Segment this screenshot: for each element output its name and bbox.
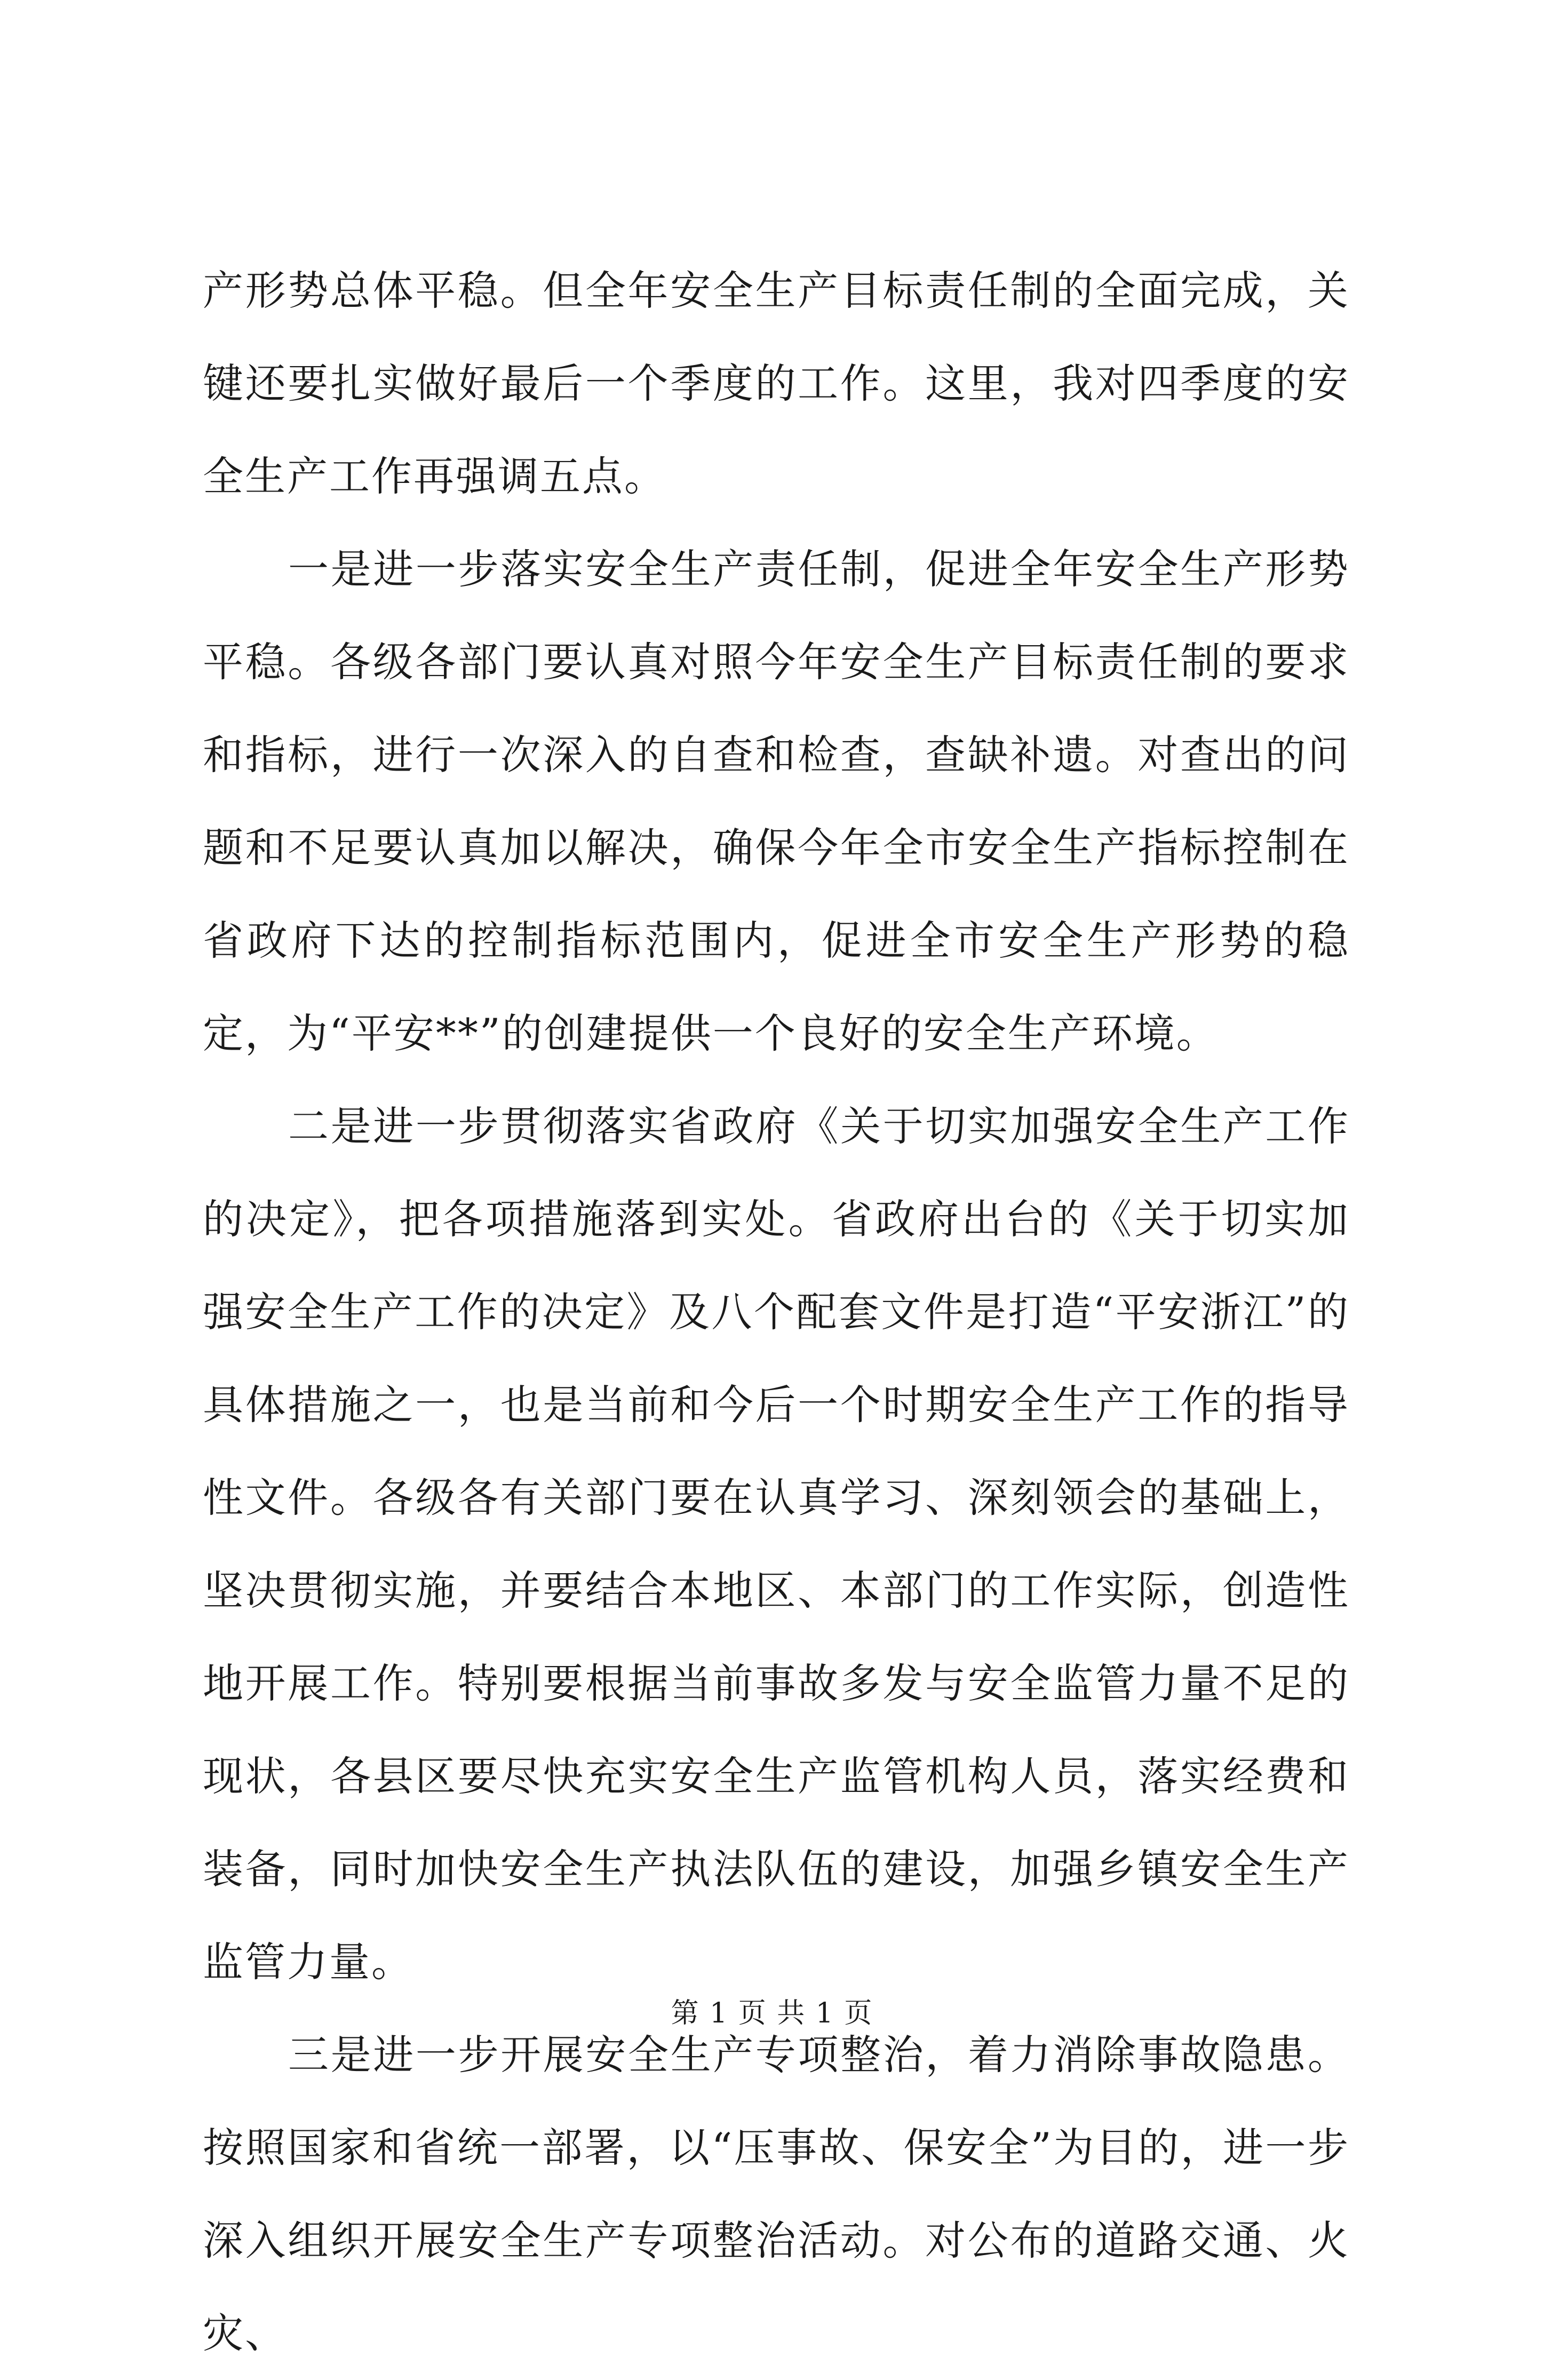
paragraph-point-two: 二是进一步贯彻落实省政府《关于切实加强安全生产工作的决定》，把各项措施落到实处。省政府出台的《关于切实加强安全生产工作的决定》及八个配套文件是打造“平安浙江”的具体措施之一，也是当前和今后一个时期安全生产工作的指导性文件。各级各有关部门要在认真学习、深刻领会的基础上，坚决贯彻实施，并要结合本地区、本部门的工作实际，创造性地开展工作。特别要根据当前事故多发与安全监管力量不足的现状，各县区要尽快充实安全生产监管机构人员，落实经费和装备，同时加快安全生产执法队伍的建设，加强乡镇安全生产监管力量。 — [203, 1102, 1350, 1986]
page-footer: 第 1 页 共 1 页 — [671, 1997, 873, 2029]
paragraph-point-three: 三是进一步开展安全生产专项整治，着力消除事故隐患。按照国家和省统一部署，以“压事故、保安全”为目的，进一步深入组织开展安全生产专项整治活动。对公布的道路交通、火灾、 — [203, 2031, 1350, 2357]
document-body — [203, 244, 1350, 2380]
paragraph-continuation: 产形势总体平稳。但全年安全生产目标责任制的全面完成，关键还要扎实做好最后一个季度的工作。这里，我对四季度的安全生产工作再强调五点。 — [203, 267, 1350, 500]
paragraph-point-one: 一是进一步落实安全生产责任制，促进全年安全生产形势平稳。各级各部门要认真对照今年安全生产目标责任制的要求和指标，进行一次深入的自查和检查，查缺补遗。对查出的问题和不足要认真加以解决，确保今年全市安全生产指标控制在省政府下达的控制指标范围内，促进全市安全生产形势的稳定，为“平安**”的创建提供一个良好的安全生产环境。 — [203, 545, 1350, 1057]
